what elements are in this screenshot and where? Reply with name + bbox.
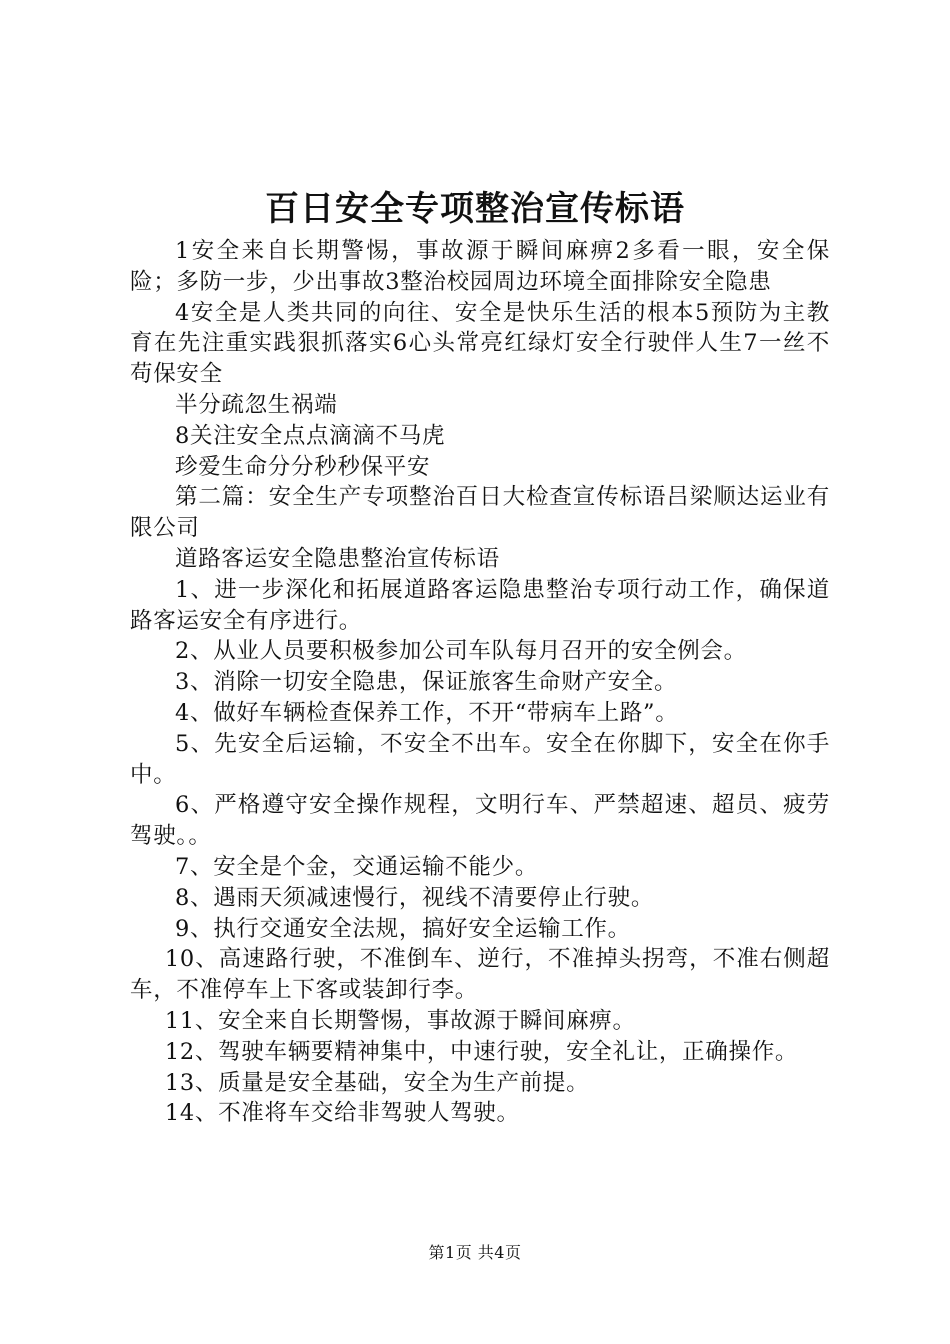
- list-item: 6、严格遵守安全操作规程，文明行车、严禁超速、超员、疲劳驾驶。。: [130, 792, 830, 850]
- page-footer: 第1页 共4页: [428, 1243, 522, 1262]
- list-item: 14、不准将车交给非驾驶人驾驶。: [164, 1100, 520, 1127]
- document-body: [130, 236, 830, 1129]
- paragraph: 1安全来自长期警惕，事故源于瞬间麻痹2多看一眼，安全保险；多防一步，少出事故3整治校园周边环境全面排除安全隐患: [130, 238, 830, 295]
- list-item: 12、驾驶车辆要精神集中，中速行驶，安全礼让，正确操作。: [164, 1038, 799, 1065]
- list-item: 9、执行交通安全法规，搞好安全运输工作。: [175, 915, 631, 942]
- document-title: 百日安全专项整治宣传标语: [265, 189, 685, 229]
- paragraph: 珍爱生命分分秒秒保平安: [175, 453, 431, 480]
- list-item: 3、消除一切安全隐患，保证旅客生命财产安全。: [175, 669, 678, 696]
- paragraph: 半分疏忽生祸端: [175, 391, 338, 418]
- list-item: 4、做好车辆检查保养工作，不开“带病车上路”。: [175, 699, 679, 726]
- paragraph: 道路客运安全隐患整治宣传标语: [175, 545, 500, 572]
- paragraph: 8关注安全点点滴滴不马虎: [175, 422, 446, 449]
- list-item: 10、高速路行驶，不准倒车、逆行，不准掉头拐弯，不准右侧超车，不准停车上下客或装卸行李。: [130, 946, 830, 1004]
- list-item: 5、先安全后运输，不安全不出车。安全在你脚下，安全在你手中。: [130, 730, 830, 788]
- list-item: 8、遇雨天须减速慢行，视线不清要停止行驶。: [175, 884, 655, 911]
- list-item: 2、从业人员要积极参加公司车队每月召开的安全例会。: [175, 638, 747, 665]
- paragraph: 4安全是人类共同的向往、安全是快乐生活的根本5预防为主教育在先注重实践狠抓落实6心头常亮红绿灯安全行驶伴人生7一丝不苟保安全: [130, 299, 830, 388]
- list-item: 11、安全来自长期警惕，事故源于瞬间麻痹。: [164, 1007, 636, 1034]
- list-item: 7、安全是个金，交通运输不能少。: [175, 853, 539, 880]
- list-item: 13、质量是安全基础，安全为生产前提。: [164, 1069, 590, 1096]
- list-item: 1、进一步深化和拓展道路客运隐患整治专项行动工作，确保道路客运安全有序进行。: [130, 576, 830, 634]
- section-heading: 第二篇：安全生产专项整治百日大检查宣传标语吕梁顺达运业有限公司: [130, 484, 830, 542]
